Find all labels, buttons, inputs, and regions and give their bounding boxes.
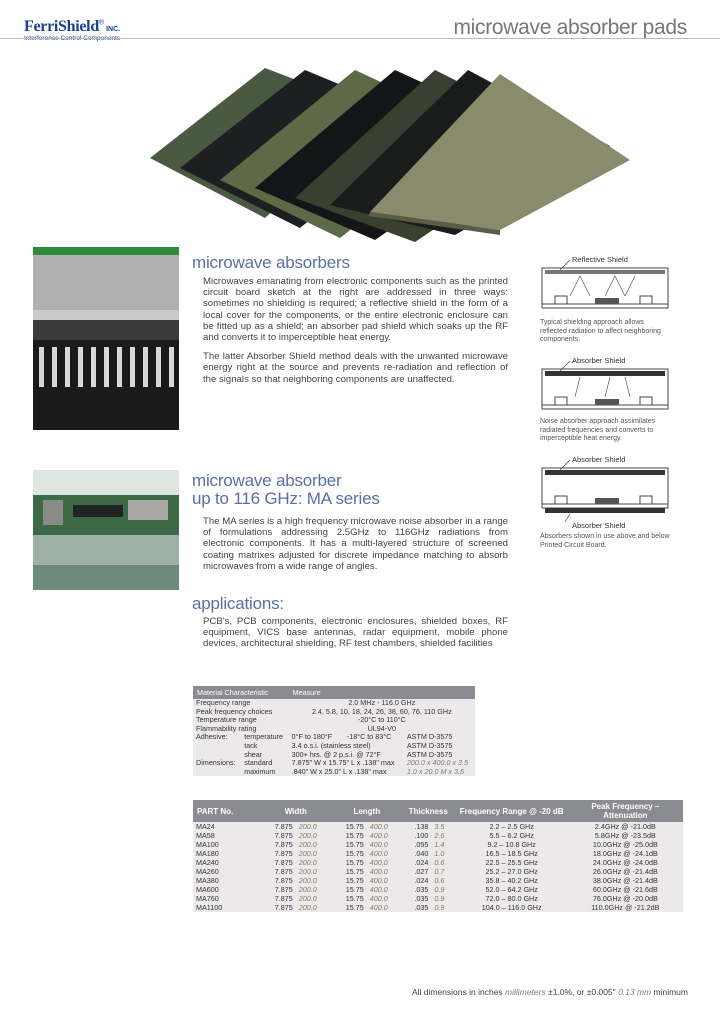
- table-header: Length: [333, 800, 401, 822]
- footnote-mm: 0.13 mm: [618, 987, 652, 997]
- table-cell: 200.0: [296, 867, 333, 876]
- material-characteristics-table: [193, 686, 475, 776]
- cell: .840" W x 25.0" L x .138" max: [289, 768, 404, 777]
- table-cell: .027: [401, 867, 431, 876]
- table-cell: MA260: [193, 867, 259, 876]
- heading-line: up to 116 GHz: MA series: [192, 489, 380, 508]
- header-divider: [0, 38, 720, 39]
- table-row: [193, 876, 683, 885]
- table-cell: 110.0GHz @ -21.2dB: [568, 903, 683, 912]
- cell: standard: [241, 759, 288, 768]
- table-cell: .055: [401, 840, 431, 849]
- table-row: [193, 867, 683, 876]
- table-cell: 7.875: [259, 876, 296, 885]
- table-cell: 400.0: [367, 840, 401, 849]
- table-cell: 0.7: [431, 867, 455, 876]
- table-cell: MA58: [193, 831, 259, 840]
- cell: UL94-V0: [289, 725, 475, 734]
- table-cell: 7.875: [259, 849, 296, 858]
- table-cell: 22.5 – 25.5 GHz: [456, 858, 568, 867]
- table-cell: 7.875: [259, 867, 296, 876]
- table-cell: 200.0: [296, 858, 333, 867]
- cell: ASTM D-3575: [404, 742, 475, 751]
- paragraph: The MA series is a high frequency microwave noise absorber in a range of formulations addressing 2.5GHz to 116GHz radiations from electronic components. It has a multi-layered structure of screened coating matrixes adjusted for discrete impedance matching to absorb microwaves from a wide range of angles.: [203, 516, 508, 572]
- diagram-label: Absorber Shield: [572, 356, 626, 365]
- table-header: Measure: [289, 686, 475, 699]
- table-cell: 400.0: [367, 885, 401, 894]
- table-cell: 200.0: [296, 831, 333, 840]
- table-cell: MA760: [193, 894, 259, 903]
- table-cell: .024: [401, 858, 431, 867]
- table-cell: 35.8 – 40.2 GHz: [456, 876, 568, 885]
- table-cell: 24.0GHz @ -24.0dB: [568, 858, 683, 867]
- absorber-pads-photo: [150, 50, 650, 250]
- section-body-ma-series: [203, 516, 508, 580]
- table-cell: MA24: [193, 822, 259, 831]
- section-body-absorbers: [203, 276, 508, 393]
- table-cell: 400.0: [367, 849, 401, 858]
- table-header: Peak Frequency – Attenuation: [568, 800, 683, 822]
- section-heading-applications: applications:: [192, 594, 284, 613]
- company-logo: FerriShield®INC. Interference Control Components: [24, 18, 121, 42]
- table-cell: 1.4: [431, 840, 455, 849]
- table-cell: 15.75: [333, 867, 367, 876]
- table-cell: 15.75: [333, 849, 367, 858]
- table-row: [193, 885, 683, 894]
- cell: temperature: [241, 733, 288, 742]
- table-cell: 104.0 – 116.0 GHz: [456, 903, 568, 912]
- table-cell: 0.6: [431, 858, 455, 867]
- cell: Adhesive:: [193, 733, 241, 742]
- table-cell: 7.875: [259, 822, 296, 831]
- page-title: microwave absorber pads: [453, 16, 687, 39]
- dimension-footnote: [412, 987, 688, 997]
- reflective-shield-diagram: [540, 252, 670, 316]
- table-cell: 400.0: [367, 867, 401, 876]
- table-cell: 200.0: [296, 903, 333, 912]
- table-cell: MA240: [193, 858, 259, 867]
- table-header: Thickness: [401, 800, 456, 822]
- absorber-shield-diagram: [540, 353, 670, 417]
- table-cell: .035: [401, 885, 431, 894]
- part-numbers-table: [193, 800, 683, 912]
- table-cell: 2.2 – 2.5 GHz: [456, 822, 568, 831]
- table-cell: 200.0: [296, 894, 333, 903]
- table-cell: .024: [401, 876, 431, 885]
- table-cell: 76.0GHz @ -20.0dB: [568, 894, 683, 903]
- table-cell: MA100: [193, 840, 259, 849]
- table-cell: 400.0: [367, 858, 401, 867]
- paragraph: Microwaves emanating from electronic components such as the printed circuit board sketch at the right are addressed in three ways: sometimes no shielding is required; a reflective shield in the form of a local cover for the components, or the entire electronic enclosure can be fitted up as a shield; an absorber pad shield which soaks up the RF and converts it to imperceptible heat energy.: [203, 276, 508, 344]
- table-cell: 15.75: [333, 903, 367, 912]
- reflective-shield-caption: Typical shielding approach allows reflected radiation to affect neighboring components.: [540, 319, 661, 343]
- table-row: [193, 831, 683, 840]
- footnote-text: ±1.0%, or ±0.005": [548, 987, 616, 997]
- cell: ASTM D-3575: [404, 733, 475, 742]
- table-cell: 15.75: [333, 858, 367, 867]
- table-cell: 200.0: [296, 849, 333, 858]
- table-row: [193, 894, 683, 903]
- table-cell: 2.6: [431, 831, 455, 840]
- diagram-label: Reflective Shield: [572, 255, 628, 264]
- table-cell: 7.875: [259, 858, 296, 867]
- table-cell: .100: [401, 831, 431, 840]
- table-header: Frequency Range @ -20 dB: [456, 800, 568, 822]
- table-cell: 38.0GHz @ -21.4dB: [568, 876, 683, 885]
- cell: Dimensions:: [193, 759, 241, 768]
- table-cell: MA1100: [193, 903, 259, 912]
- table-row: [193, 822, 683, 831]
- table-cell: MA600: [193, 885, 259, 894]
- table-cell: 0.6: [431, 876, 455, 885]
- table-cell: 10.0GHz @ -25.0dB: [568, 840, 683, 849]
- table-cell: 1.0: [431, 849, 455, 858]
- brand-tagline: Interference Control Components: [24, 35, 121, 42]
- diagram-label: Absorber Shield: [572, 521, 626, 530]
- footnote-text: minimum: [653, 987, 688, 997]
- table-cell: 15.75: [333, 885, 367, 894]
- component-board-photo: [33, 470, 179, 590]
- diagram-label: Absorber Shield: [572, 455, 626, 464]
- table-header: PART No.: [193, 800, 259, 822]
- table-cell: 200.0: [296, 822, 333, 831]
- heading-line: microwave absorber: [192, 471, 342, 490]
- table-cell: 5.5 – 6.2 GHz: [456, 831, 568, 840]
- cell: -18°C to 83°C: [344, 733, 404, 742]
- cell: -20°C to 110°C: [289, 716, 475, 725]
- table-cell: 400.0: [367, 876, 401, 885]
- table-cell: 18.0GHz @ -24.1dB: [568, 849, 683, 858]
- table-cell: MA380: [193, 876, 259, 885]
- brand-suffix: INC.: [106, 26, 121, 33]
- paragraph: PCB's, PCB components, electronic enclosures, shielded boxes, RF equipment, VICS base antennas, radar equipment, mobile phone devices, architectural shielding, RF test chambers, shielded facilities: [203, 616, 508, 650]
- cell: 0°F to 180°F: [289, 733, 344, 742]
- cell: ASTM D-3575: [404, 751, 475, 760]
- table-cell: 9.2 – 10.8 GHz: [456, 840, 568, 849]
- footnote-mm: millimeters: [505, 987, 546, 997]
- table-cell: 7.875: [259, 894, 296, 903]
- table-cell: 400.0: [367, 822, 401, 831]
- footnote-text: All dimensions in inches: [411, 987, 503, 997]
- table-header: Width: [259, 800, 333, 822]
- table-cell: 15.75: [333, 894, 367, 903]
- table-cell: 25.2 – 27.0 GHz: [456, 867, 568, 876]
- table-cell: 200.0: [296, 885, 333, 894]
- table-cell: 26.0GHz @ -21.4dB: [568, 867, 683, 876]
- cell: 2.4, 5.8, 10, 18, 24, 26, 38, 60, 76, 110 GHz: [289, 708, 475, 717]
- dual-absorber-caption: Absorbers shown in use above and below Printed Circuit Board.: [540, 533, 670, 549]
- section-heading-ma-series: [192, 472, 380, 508]
- table-row: [193, 849, 683, 858]
- table-row: [193, 858, 683, 867]
- cell: maximum: [241, 768, 288, 777]
- table-cell: 72.0 – 80.0 GHz: [456, 894, 568, 903]
- table-row: [193, 903, 683, 912]
- table-cell: 400.0: [367, 831, 401, 840]
- cell: 1.0 x 20.0 M x 3.5: [404, 768, 475, 777]
- table-cell: 16.5 – 18.5 GHz: [456, 849, 568, 858]
- cell: Peak frequency choices: [193, 708, 289, 717]
- table-cell: 15.75: [333, 831, 367, 840]
- table-cell: 7.875: [259, 840, 296, 849]
- table-cell: .040: [401, 849, 431, 858]
- table-cell: 7.875: [259, 903, 296, 912]
- table-row: [193, 768, 475, 777]
- table-cell: 200.0: [296, 840, 333, 849]
- table-cell: 60.0GHz @ -21.6dB: [568, 885, 683, 894]
- brand-name: FerriShield: [24, 18, 99, 35]
- table-cell: 400.0: [367, 894, 401, 903]
- absorber-shield-caption: Noise absorber approach assimilates radiated frequencies and converts to imperceptible heat energy.: [540, 418, 656, 442]
- cell: tack: [241, 742, 288, 751]
- table-cell: 0.9: [431, 885, 455, 894]
- table-cell: .035: [401, 894, 431, 903]
- cell: shear: [241, 751, 288, 760]
- pcb-photo: [33, 247, 179, 430]
- table-cell: 400.0: [367, 903, 401, 912]
- table-cell: 52.0 – 64.2 GHz: [456, 885, 568, 894]
- table-header: Material Characteristic: [193, 686, 289, 699]
- table-cell: 7.875: [259, 831, 296, 840]
- table-cell: 15.75: [333, 840, 367, 849]
- cell: 3.4 o.s.i. (stainless steel): [289, 742, 404, 751]
- section-heading-microwave-absorbers: microwave absorbers: [192, 253, 350, 272]
- table-cell: 200.0: [296, 876, 333, 885]
- section-body-applications: [203, 616, 508, 658]
- table-cell: 7.875: [259, 885, 296, 894]
- cell: Frequency range: [193, 699, 289, 708]
- table-cell: 15.75: [333, 822, 367, 831]
- table-cell: 2.4GHz @ -21.0dB: [568, 822, 683, 831]
- table-row: [193, 840, 683, 849]
- dual-absorber-diagram: [540, 452, 670, 532]
- cell: 200.0 x 400.0 x 3.5: [404, 759, 475, 768]
- cell: Temperature range: [193, 716, 289, 725]
- cell: Flammability rating: [193, 725, 289, 734]
- table-cell: 5.8GHz @ -23.5dB: [568, 831, 683, 840]
- table-cell: MA180: [193, 849, 259, 858]
- paragraph: The latter Absorber Shield method deals with the unwanted microwave energy right at the source and prevents re-radiation and reflection of the signals so that neighboring components are unaffected.: [203, 351, 508, 385]
- table-cell: 0.9: [431, 903, 455, 912]
- table-cell: .035: [401, 903, 431, 912]
- table-cell: 3.5: [431, 822, 455, 831]
- cell: 2.0 MHz - 116.0 GHz: [289, 699, 475, 708]
- table-cell: 15.75: [333, 876, 367, 885]
- cell: 300+ hrs. @ 2 p.s.i. @ 72°F: [289, 751, 404, 760]
- table-cell: .138: [401, 822, 431, 831]
- cell: 7.875" W x 15.75" L x .138" max: [289, 759, 404, 768]
- table-cell: 0.9: [431, 894, 455, 903]
